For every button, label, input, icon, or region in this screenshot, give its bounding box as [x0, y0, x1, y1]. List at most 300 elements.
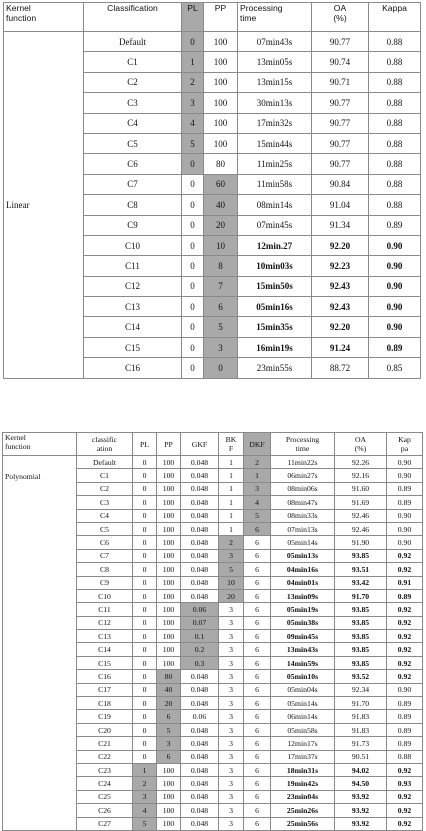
kappa-cell: 0.90	[369, 256, 421, 276]
kappa-cell: 0.89	[387, 697, 423, 710]
processing-time-cell: 15min44s	[238, 133, 312, 153]
pl-cell: 3	[133, 790, 157, 803]
pl-cell: 0	[133, 522, 157, 535]
classification-cell: C15	[84, 337, 182, 357]
pl-cell: 0	[133, 469, 157, 482]
kappa-cell: 0.92	[387, 643, 423, 656]
pp-cell: 100	[157, 456, 181, 469]
classification-cell: Default	[84, 32, 182, 52]
bkf-cell: 3	[219, 790, 244, 803]
classification-cell: Default	[77, 456, 133, 469]
gkf-cell: 0.048	[181, 777, 219, 790]
pl-cell: 0	[182, 32, 204, 52]
oa-cell: 93.42	[335, 576, 387, 589]
kappa-cell: 0.90	[369, 235, 421, 255]
pp-cell: 40	[204, 195, 238, 215]
kappa-cell: 0.92	[387, 804, 423, 817]
gkf-cell: 0.048	[181, 723, 219, 736]
kappa-cell: 0.92	[387, 656, 423, 669]
dkf-cell: 6	[244, 790, 271, 803]
oa-cell: 91.90	[335, 536, 387, 549]
pl-cell: 0	[133, 496, 157, 509]
kappa-cell: 0.89	[387, 737, 423, 750]
pp-cell: 100	[204, 133, 238, 153]
dkf-cell: 2	[244, 456, 271, 469]
dkf-cell: 6	[244, 697, 271, 710]
header-kernel-function: Kernel function	[3, 433, 77, 456]
pl-cell: 0	[133, 697, 157, 710]
bkf-cell: 3	[219, 656, 244, 669]
gkf-cell: 0.06	[181, 710, 219, 723]
pl-cell: 0	[133, 536, 157, 549]
processing-time-cell: 10min03s	[238, 256, 312, 276]
header-processing-time: Processing time	[271, 433, 335, 456]
processing-time-cell: 15min50s	[238, 276, 312, 296]
pl-cell: 3	[182, 93, 204, 113]
oa-cell: 90.71	[312, 72, 369, 92]
dkf-cell: 6	[244, 777, 271, 790]
classification-cell: C8	[77, 563, 133, 576]
classification-cell: C2	[84, 72, 182, 92]
kappa-cell: 0.85	[369, 358, 421, 378]
kappa-cell: 0.92	[387, 670, 423, 683]
kappa-cell: 0.88	[369, 174, 421, 194]
kappa-cell: 0.90	[369, 297, 421, 317]
dkf-cell: 6	[244, 750, 271, 763]
pl-cell: 0	[133, 549, 157, 562]
processing-time-cell: 13min05s	[238, 52, 312, 72]
bkf-cell: 5	[219, 563, 244, 576]
kappa-cell: 0.89	[387, 589, 423, 602]
pp-cell: 60	[204, 174, 238, 194]
pp-cell: 10	[204, 235, 238, 255]
oa-cell: 91.83	[335, 723, 387, 736]
kappa-cell: 0.91	[387, 576, 423, 589]
dkf-cell: 6	[244, 589, 271, 602]
pp-cell: 100	[157, 790, 181, 803]
dkf-cell: 6	[244, 549, 271, 562]
bkf-cell: 1	[219, 456, 244, 469]
oa-cell: 91.70	[335, 589, 387, 602]
gkf-cell: 0.048	[181, 496, 219, 509]
gkf-cell: 0.1	[181, 630, 219, 643]
classification-cell: C4	[77, 509, 133, 522]
oa-cell: 90.51	[335, 750, 387, 763]
kappa-cell: 0.88	[369, 113, 421, 133]
bkf-cell: 1	[219, 522, 244, 535]
processing-time-cell: 15min35s	[238, 317, 312, 337]
classification-cell: C16	[84, 358, 182, 378]
dkf-cell: 6	[244, 710, 271, 723]
processing-time-cell: 25min26s	[271, 804, 335, 817]
header-oa: OA (%)	[312, 3, 369, 32]
pl-cell: 0	[133, 630, 157, 643]
pp-cell: 80	[157, 670, 181, 683]
pl-cell: 2	[133, 777, 157, 790]
pp-cell: 5	[157, 723, 181, 736]
bkf-cell: 3	[219, 643, 244, 656]
kappa-cell: 0.93	[387, 777, 423, 790]
pp-cell: 3	[157, 737, 181, 750]
classification-cell: C17	[77, 683, 133, 696]
gkf-cell: 0.048	[181, 522, 219, 535]
classification-cell: C7	[84, 174, 182, 194]
classification-cell: C22	[77, 750, 133, 763]
oa-cell: 93.92	[335, 790, 387, 803]
kappa-cell: 0.89	[369, 215, 421, 235]
oa-cell: 92.43	[312, 276, 369, 296]
dkf-cell: 6	[244, 522, 271, 535]
kappa-cell: 0.92	[387, 616, 423, 629]
bkf-cell: 3	[219, 750, 244, 763]
classification-cell: C5	[77, 522, 133, 535]
dkf-cell: 6	[244, 723, 271, 736]
bkf-cell: 3	[219, 670, 244, 683]
header-oa: OA (%)	[335, 433, 387, 456]
gkf-cell: 0.048	[181, 469, 219, 482]
classification-cell: C19	[77, 710, 133, 723]
table-row	[4, 32, 421, 52]
pl-cell: 0	[182, 337, 204, 357]
classification-cell: C13	[77, 630, 133, 643]
kappa-cell: 0.92	[387, 790, 423, 803]
pl-cell: 2	[182, 72, 204, 92]
classification-cell: C9	[84, 215, 182, 235]
header-pl: PL	[133, 433, 157, 456]
pl-cell: 5	[133, 817, 157, 830]
oa-cell: 90.77	[312, 113, 369, 133]
pl-cell: 0	[133, 563, 157, 576]
header-pp: PP	[157, 433, 181, 456]
gkf-cell: 0.048	[181, 804, 219, 817]
dkf-cell: 4	[244, 496, 271, 509]
oa-cell: 92.23	[312, 256, 369, 276]
oa-cell: 91.83	[335, 710, 387, 723]
oa-cell: 93.92	[335, 804, 387, 817]
processing-time-cell: 08min47s	[271, 496, 335, 509]
pl-cell: 0	[182, 235, 204, 255]
processing-time-cell: 07min45s	[238, 215, 312, 235]
pp-cell: 100	[204, 52, 238, 72]
oa-cell: 91.60	[335, 482, 387, 495]
pl-cell: 0	[182, 256, 204, 276]
bkf-cell: 3	[219, 723, 244, 736]
processing-time-cell: 11min22s	[271, 456, 335, 469]
pp-cell: 100	[157, 549, 181, 562]
dkf-cell: 6	[244, 737, 271, 750]
classification-cell: C20	[77, 723, 133, 736]
pl-cell: 0	[133, 656, 157, 669]
pp-cell: 100	[157, 563, 181, 576]
oa-cell: 90.77	[312, 93, 369, 113]
pp-cell: 40	[157, 683, 181, 696]
processing-time-cell: 05min14s	[271, 536, 335, 549]
classification-cell: C2	[77, 482, 133, 495]
pl-cell: 0	[182, 154, 204, 174]
processing-time-cell: 12min.27	[238, 235, 312, 255]
bkf-cell: 3	[219, 616, 244, 629]
gkf-cell: 0.048	[181, 697, 219, 710]
gkf-cell: 0.048	[181, 509, 219, 522]
bkf-cell: 3	[219, 630, 244, 643]
processing-time-cell: 05min14s	[271, 697, 335, 710]
processing-time-cell: 05min58s	[271, 723, 335, 736]
dkf-cell: 6	[244, 603, 271, 616]
gkf-cell: 0.048	[181, 750, 219, 763]
kappa-cell: 0.90	[369, 317, 421, 337]
classification-cell: C1	[84, 52, 182, 72]
pl-cell: 0	[182, 195, 204, 215]
kappa-cell: 0.92	[387, 763, 423, 776]
pl-cell: 0	[182, 276, 204, 296]
kappa-cell: 0.89	[369, 337, 421, 357]
pp-cell: 6	[204, 297, 238, 317]
processing-time-cell: 18min31s	[271, 763, 335, 776]
pl-cell: 0	[182, 358, 204, 378]
gkf-cell: 0.048	[181, 763, 219, 776]
processing-time-cell: 04min01s	[271, 576, 335, 589]
oa-cell: 93.85	[335, 549, 387, 562]
pp-cell: 20	[157, 697, 181, 710]
dkf-cell: 6	[244, 804, 271, 817]
dkf-cell: 1	[244, 469, 271, 482]
pp-cell: 100	[204, 32, 238, 52]
gkf-cell: 0.048	[181, 683, 219, 696]
processing-time-cell: 05min10s	[271, 670, 335, 683]
bkf-cell: 20	[219, 589, 244, 602]
pp-cell: 100	[157, 763, 181, 776]
pl-cell: 1	[133, 763, 157, 776]
pp-cell: 100	[157, 804, 181, 817]
kappa-cell: 0.90	[387, 536, 423, 549]
classification-cell: C5	[84, 133, 182, 153]
dkf-cell: 6	[244, 616, 271, 629]
classification-cell: C3	[77, 496, 133, 509]
gkf-cell: 0.07	[181, 616, 219, 629]
dkf-cell: 6	[244, 630, 271, 643]
classification-cell: C1	[77, 469, 133, 482]
classification-cell: C14	[77, 643, 133, 656]
pl-cell: 0	[182, 297, 204, 317]
processing-time-cell: 13min43s	[271, 643, 335, 656]
classification-cell: C11	[77, 603, 133, 616]
processing-time-cell: 11min58s	[238, 174, 312, 194]
bkf-cell: 2	[219, 536, 244, 549]
gkf-cell: 0.3	[181, 656, 219, 669]
pp-cell: 0	[204, 358, 238, 378]
pl-cell: 0	[133, 603, 157, 616]
classification-cell: C3	[84, 93, 182, 113]
oa-cell: 93.85	[335, 603, 387, 616]
pp-cell: 100	[157, 469, 181, 482]
header-kappa: Kap pa	[387, 433, 423, 456]
classification-cell: C16	[77, 670, 133, 683]
kappa-cell: 0.88	[369, 154, 421, 174]
bkf-cell: 3	[219, 763, 244, 776]
processing-time-cell: 05min13s	[271, 549, 335, 562]
pp-cell: 100	[157, 509, 181, 522]
pp-cell: 6	[157, 710, 181, 723]
classification-cell: C11	[84, 256, 182, 276]
header-pl: PL	[182, 3, 204, 32]
bkf-cell: 3	[219, 737, 244, 750]
processing-time-cell: 05min38s	[271, 616, 335, 629]
classification-cell: C21	[77, 737, 133, 750]
header-classification: classific ation	[77, 433, 133, 456]
bkf-cell: 3	[219, 697, 244, 710]
pl-cell: 4	[133, 804, 157, 817]
oa-cell: 94.02	[335, 763, 387, 776]
pp-cell: 7	[204, 276, 238, 296]
classification-cell: C13	[84, 297, 182, 317]
header-dkf: DKF	[244, 433, 271, 456]
kappa-cell: 0.92	[387, 549, 423, 562]
classification-cell: C6	[77, 536, 133, 549]
pp-cell: 100	[157, 522, 181, 535]
kappa-cell: 0.92	[387, 603, 423, 616]
gkf-cell: 0.048	[181, 817, 219, 830]
header-kernel-function: Kernel function	[4, 3, 84, 32]
processing-time-cell: 23min55s	[238, 358, 312, 378]
oa-cell: 91.24	[312, 337, 369, 357]
oa-cell: 93.52	[335, 670, 387, 683]
classification-cell: C10	[77, 589, 133, 602]
kappa-cell: 0.88	[369, 93, 421, 113]
oa-cell: 93.85	[335, 616, 387, 629]
pp-cell: 100	[157, 482, 181, 495]
header-gkf: GKF	[181, 433, 219, 456]
oa-cell: 90.74	[312, 52, 369, 72]
gkf-cell: 0.048	[181, 576, 219, 589]
pl-cell: 0	[133, 683, 157, 696]
classification-cell: C23	[77, 763, 133, 776]
processing-time-cell: 13min15s	[238, 72, 312, 92]
bkf-cell: 3	[219, 817, 244, 830]
bkf-cell: 3	[219, 549, 244, 562]
gkf-cell: 0.06	[181, 603, 219, 616]
pl-cell: 0	[133, 589, 157, 602]
bkf-cell: 3	[219, 804, 244, 817]
dkf-cell: 6	[244, 643, 271, 656]
oa-cell: 90.77	[312, 133, 369, 153]
classification-cell: C15	[77, 656, 133, 669]
processing-time-cell: 04min16s	[271, 563, 335, 576]
oa-cell: 92.26	[335, 456, 387, 469]
classification-cell: C18	[77, 697, 133, 710]
oa-cell: 91.04	[312, 195, 369, 215]
kappa-cell: 0.90	[387, 522, 423, 535]
kappa-cell: 0.89	[387, 482, 423, 495]
bkf-cell: 1	[219, 469, 244, 482]
gkf-cell: 0.048	[181, 737, 219, 750]
processing-time-cell: 19min42s	[271, 777, 335, 790]
bkf-cell: 1	[219, 482, 244, 495]
pp-cell: 100	[157, 576, 181, 589]
pp-cell: 100	[157, 589, 181, 602]
dkf-cell: 6	[244, 563, 271, 576]
pp-cell: 100	[157, 616, 181, 629]
pp-cell: 100	[157, 603, 181, 616]
header-pp: PP	[204, 3, 238, 32]
pp-cell: 100	[157, 777, 181, 790]
kappa-cell: 0.88	[369, 52, 421, 72]
oa-cell: 91.73	[335, 737, 387, 750]
pl-cell: 0	[133, 670, 157, 683]
classification-cell: C6	[84, 154, 182, 174]
classification-cell: C26	[77, 804, 133, 817]
pl-cell: 0	[133, 509, 157, 522]
kappa-cell: 0.92	[387, 630, 423, 643]
classification-cell: C7	[77, 549, 133, 562]
dkf-cell: 6	[244, 656, 271, 669]
oa-cell: 92.34	[335, 683, 387, 696]
kappa-cell: 0.88	[387, 750, 423, 763]
oa-cell: 92.46	[335, 509, 387, 522]
oa-cell: 93.85	[335, 643, 387, 656]
dkf-cell: 6	[244, 670, 271, 683]
header-classification: Classification	[84, 3, 182, 32]
processing-time-cell: 13min09s	[271, 589, 335, 602]
oa-cell: 90.77	[312, 32, 369, 52]
pl-cell: 0	[133, 576, 157, 589]
pl-cell: 5	[182, 133, 204, 153]
processing-time-cell: 05min19s	[271, 603, 335, 616]
table-row	[3, 456, 423, 469]
pp-cell: 100	[157, 630, 181, 643]
kappa-cell: 0.89	[387, 723, 423, 736]
bkf-cell: 3	[219, 710, 244, 723]
pp-cell: 5	[204, 317, 238, 337]
polynomial-kernel-results-table	[2, 432, 423, 831]
pl-cell: 0	[182, 174, 204, 194]
processing-time-cell: 11min25s	[238, 154, 312, 174]
oa-cell: 92.16	[335, 469, 387, 482]
bkf-cell: 10	[219, 576, 244, 589]
oa-cell: 91.70	[335, 697, 387, 710]
bkf-cell: 3	[219, 683, 244, 696]
header-bkf: BK F	[219, 433, 244, 456]
pp-cell: 6	[157, 750, 181, 763]
kappa-cell: 0.88	[369, 133, 421, 153]
oa-cell: 92.20	[312, 235, 369, 255]
processing-time-cell: 23min04s	[271, 790, 335, 803]
classification-cell: C27	[77, 817, 133, 830]
processing-time-cell: 08min33s	[271, 509, 335, 522]
gkf-cell: 0.048	[181, 456, 219, 469]
classification-cell: C8	[84, 195, 182, 215]
oa-cell: 93.85	[335, 656, 387, 669]
classification-cell: C25	[77, 790, 133, 803]
processing-time-cell: 16min19s	[238, 337, 312, 357]
pl-cell: 0	[133, 723, 157, 736]
gkf-cell: 0.2	[181, 643, 219, 656]
kappa-cell: 0.90	[387, 509, 423, 522]
kernel-function-polynomial: Polynomial	[3, 456, 77, 831]
oa-cell: 93.92	[335, 817, 387, 830]
dkf-cell: 6	[244, 683, 271, 696]
gkf-cell: 0.048	[181, 563, 219, 576]
processing-time-cell: 07min13s	[271, 522, 335, 535]
kappa-cell: 0.88	[369, 195, 421, 215]
pp-cell: 100	[204, 93, 238, 113]
kappa-cell: 0.90	[387, 469, 423, 482]
classification-cell: C9	[77, 576, 133, 589]
pl-cell: 1	[182, 52, 204, 72]
pp-cell: 100	[157, 656, 181, 669]
dkf-cell: 6	[244, 576, 271, 589]
bkf-cell: 3	[219, 777, 244, 790]
processing-time-cell: 30min13s	[238, 93, 312, 113]
